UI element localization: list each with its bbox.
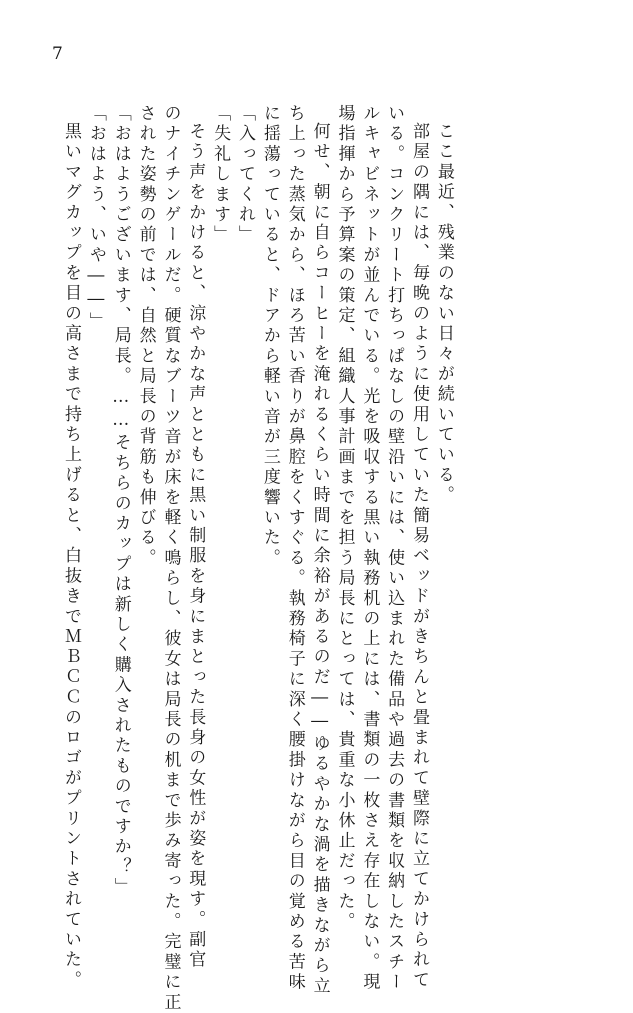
text-line: ルキャビネットが並んでいる。光を吸収する黒い執務机の上には、書類の一枚さえ存在しない。現 — [359, 104, 380, 993]
text-line: 黒いマグカップを目の高さまで持ち上げると、白抜きでＭＢＣＣのロゴがプリントされていた。 — [61, 122, 81, 991]
text-line: 場指揮から予算案の策定、組織人事計画までを担う局長にとっては、貴重な小休止だった。 — [334, 104, 355, 933]
text-line: 「おはようございます、局長。……そちらのカップは新しく購入されたものですか？」 — [110, 104, 131, 898]
page-number: 7 — [52, 44, 63, 64]
text-line: ち上った蒸気から、ほろ苦い香りが鼻腔をくすぐる。執務椅子に深く腰掛けながら目の覚める苦味 — [284, 104, 305, 993]
text-line: そう声をかけると、涼やかな声とともに黒い制服を身にまとった長身の女性が姿を現す。副官 — [185, 122, 206, 971]
text-line: 何せ、朝に自らコーヒーを淹れるくらい時間に余裕があるのだ――ゆるやかな渦を描きながら立 — [309, 122, 330, 997]
text-line: 「おはよう、いや――」 — [85, 104, 106, 333]
vertical-text-body — [61, 104, 454, 1013]
text-line: 「失礼します」 — [210, 104, 231, 246]
text-line: された姿勢の前では、自然と局長の背筋も伸びる。 — [135, 104, 156, 569]
text-line: 部屋の隅には、毎晩のように使用していた簡易ベッドがきちんと畳まれて壁際に立てかけられて — [409, 122, 430, 991]
text-line: のナイチンゲールだ。硬質なブーツ音が床を軽く鳴らし、彼女は局長の机まで歩み寄った。完璧に正 — [160, 104, 181, 1013]
text-line: 「入ってくれ」 — [235, 104, 256, 246]
text-line: に揺蕩っていると、ドアから軽い音が三度響いた。 — [259, 104, 280, 569]
text-line: いる。コンクリート打ちっぱなしの壁沿いには、使い込まれた備品や過去の書類を収納したスチー — [384, 104, 405, 993]
text-line: ここ最近、残業のない日々が続いている。 — [433, 122, 454, 506]
